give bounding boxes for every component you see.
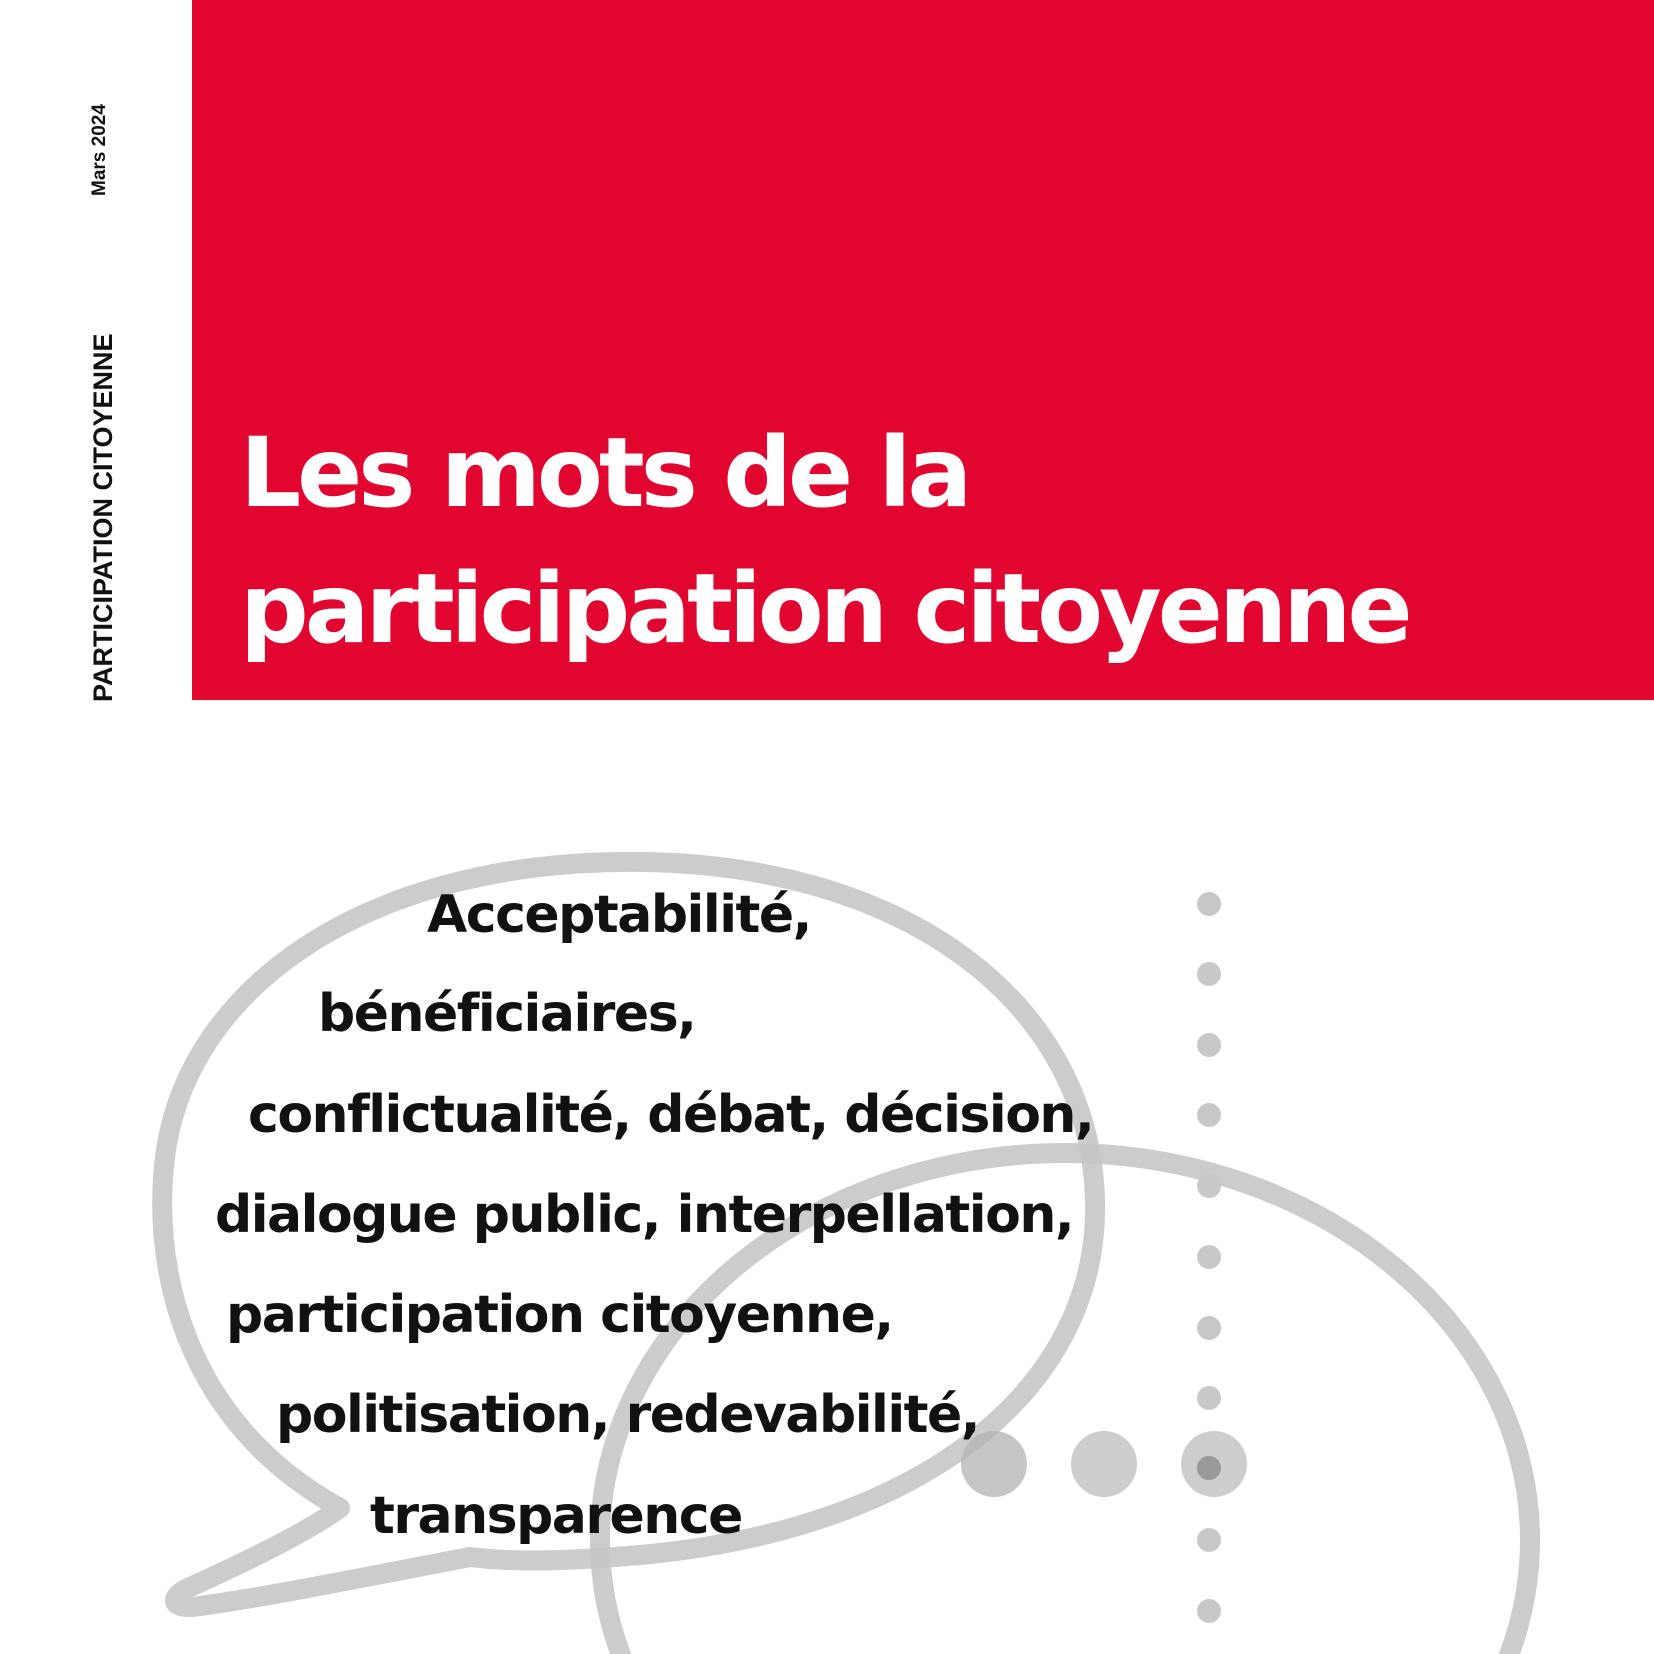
publication-date: Mars 2024 bbox=[89, 104, 110, 196]
keyword-line-4: dialogue public, interpellation, bbox=[215, 1185, 1074, 1245]
title-line-1: Les mots de la bbox=[240, 417, 969, 529]
ellipsis-dots-icon bbox=[961, 1431, 1247, 1497]
keyword-line-7: transparence bbox=[370, 1486, 742, 1546]
keyword-line-5: participation citoyenne, bbox=[226, 1285, 893, 1345]
keyword-line-6: politisation, redevabilité, bbox=[276, 1385, 980, 1445]
keyword-line-3: conflictualité, débat, décision, bbox=[248, 1085, 1094, 1145]
series-label: PARTICIPATION CITOYENNE bbox=[88, 333, 118, 702]
keyword-line-1: Acceptabilité, bbox=[427, 885, 811, 945]
title-line-2: participation citoyenne bbox=[240, 553, 1409, 665]
dotted-line-icon bbox=[1197, 892, 1221, 1623]
keyword-line-2: bénéficiaires, bbox=[318, 984, 696, 1044]
